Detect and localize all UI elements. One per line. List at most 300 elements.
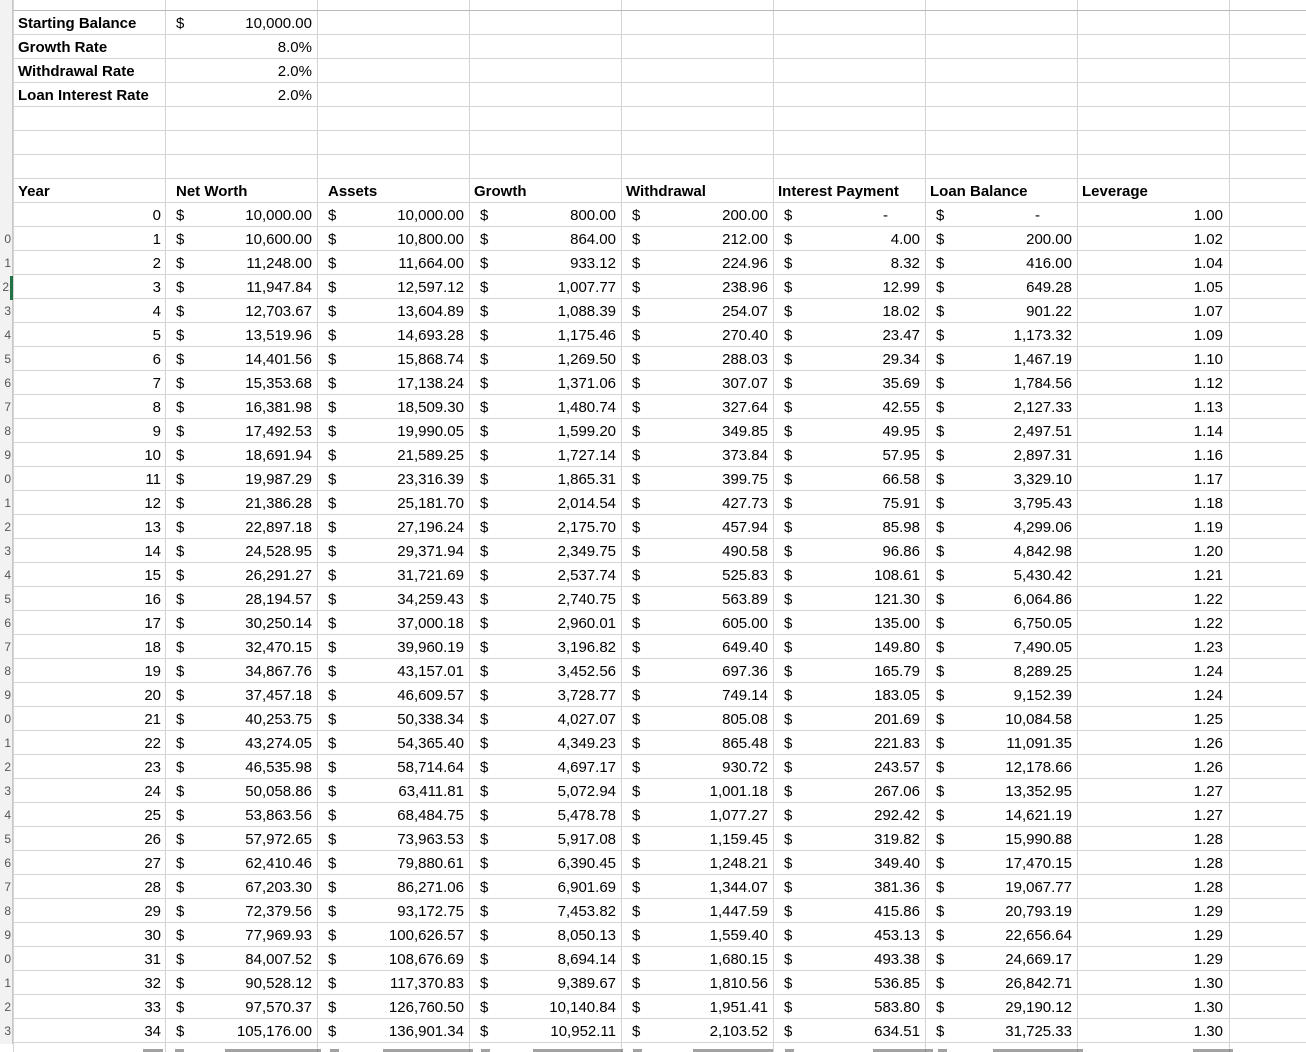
loan-balance-cell[interactable]: 11,091.35 (1006, 735, 1072, 752)
row-header[interactable] (0, 348, 13, 372)
net-worth-cell[interactable]: 19,987.29 (245, 471, 312, 488)
row-header[interactable] (0, 444, 13, 468)
year-cell[interactable]: 27 (144, 855, 161, 872)
assets-cell[interactable]: 136,901.34 (388, 1023, 464, 1040)
row-header[interactable] (0, 636, 13, 660)
withdrawal-cell[interactable]: 649.40 (722, 639, 768, 656)
loan-balance-cell[interactable]: 901.22 (1026, 303, 1072, 320)
withdrawal-cell[interactable]: 200.00 (722, 207, 768, 224)
year-cell[interactable]: 8 (152, 399, 161, 416)
row-header[interactable] (0, 876, 13, 900)
row-header[interactable] (0, 708, 13, 732)
leverage-cell[interactable]: 1.29 (1193, 927, 1223, 944)
interest-payment-cell[interactable]: 583.80 (874, 999, 920, 1016)
growth-cell[interactable]: 2,175.70 (557, 519, 616, 536)
withdrawal-cell[interactable]: 525.83 (722, 567, 768, 584)
withdrawal-cell[interactable]: 749.14 (722, 687, 768, 704)
withdrawal-cell[interactable]: 457.94 (722, 519, 768, 536)
growth-cell[interactable]: 8,050.13 (557, 927, 616, 944)
loan-balance-cell[interactable]: 14,621.19 (1005, 807, 1072, 824)
assets-cell[interactable]: 27,196.24 (397, 519, 464, 536)
header-loan-balance[interactable]: Loan Balance (930, 183, 1028, 200)
loan-balance-cell[interactable]: 4,842.98 (1013, 543, 1072, 560)
loan-balance-cell[interactable]: - (1035, 207, 1040, 224)
assets-cell[interactable]: 43,157.01 (397, 663, 464, 680)
growth-cell[interactable]: 4,697.17 (557, 759, 616, 776)
year-cell[interactable]: 30 (144, 927, 161, 944)
row-header[interactable] (0, 804, 13, 828)
loan-balance-cell[interactable]: 22,656.64 (1005, 927, 1072, 944)
growth-cell[interactable]: 1,007.77 (557, 279, 616, 296)
net-worth-cell[interactable]: 53,863.56 (245, 807, 312, 824)
assets-cell[interactable]: 93,172.75 (397, 903, 464, 920)
growth-cell[interactable]: 2,014.54 (557, 495, 616, 512)
year-cell[interactable]: 15 (144, 567, 161, 584)
withdrawal-cell[interactable]: 288.03 (722, 351, 768, 368)
interest-payment-cell[interactable]: 292.42 (874, 807, 920, 824)
interest-payment-cell[interactable]: 85.98 (882, 519, 920, 536)
interest-payment-cell[interactable]: 165.79 (874, 663, 920, 680)
loan-balance-cell[interactable]: 12,178.66 (1005, 759, 1072, 776)
interest-payment-cell[interactable]: 57.95 (882, 447, 920, 464)
assets-cell[interactable]: 21,589.25 (397, 447, 464, 464)
net-worth-cell[interactable]: 24,528.95 (245, 543, 312, 560)
year-cell[interactable]: 5 (152, 327, 161, 344)
year-cell[interactable]: 32 (144, 975, 161, 992)
param-label[interactable]: Growth Rate (18, 39, 108, 56)
header-assets[interactable]: Assets (328, 183, 378, 200)
growth-cell[interactable]: 2,349.75 (557, 543, 616, 560)
year-cell[interactable]: 18 (144, 639, 161, 656)
interest-payment-cell[interactable]: 453.13 (874, 927, 920, 944)
year-cell[interactable]: 31 (144, 951, 161, 968)
net-worth-cell[interactable]: 77,969.93 (245, 927, 312, 944)
interest-payment-cell[interactable]: 29.34 (882, 351, 920, 368)
assets-cell[interactable]: 29,371.94 (397, 543, 464, 560)
loan-balance-cell[interactable]: 2,497.51 (1013, 423, 1072, 440)
assets-cell[interactable]: 68,484.75 (397, 807, 464, 824)
loan-balance-cell[interactable]: 1,173.32 (1013, 327, 1072, 344)
growth-cell[interactable]: 1,480.74 (557, 399, 616, 416)
loan-balance-cell[interactable]: 9,152.39 (1013, 687, 1072, 704)
withdrawal-cell[interactable]: 697.36 (722, 663, 768, 680)
year-cell[interactable]: 12 (144, 495, 161, 512)
row-header[interactable] (0, 972, 13, 996)
loan-balance-cell[interactable]: 2,127.33 (1013, 399, 1072, 416)
interest-payment-cell[interactable]: 75.91 (882, 495, 920, 512)
year-cell[interactable]: 25 (144, 807, 161, 824)
interest-payment-cell[interactable]: 349.40 (874, 855, 920, 872)
loan-balance-cell[interactable]: 3,795.43 (1013, 495, 1072, 512)
growth-cell[interactable]: 7,453.82 (557, 903, 616, 920)
year-cell[interactable]: 24 (144, 783, 161, 800)
leverage-cell[interactable]: 1.17 (1193, 471, 1223, 488)
leverage-cell[interactable]: 1.26 (1193, 759, 1223, 776)
year-cell[interactable]: 3 (152, 279, 161, 296)
withdrawal-cell[interactable]: 307.07 (722, 375, 768, 392)
net-worth-cell[interactable]: 62,410.46 (245, 855, 312, 872)
withdrawal-cell[interactable]: 254.07 (722, 303, 768, 320)
growth-cell[interactable]: 2,740.75 (557, 591, 616, 608)
year-cell[interactable]: 34 (144, 1023, 161, 1040)
row-header[interactable] (0, 252, 13, 276)
withdrawal-cell[interactable]: 1,077.27 (709, 807, 768, 824)
loan-balance-cell[interactable]: 15,990.88 (1005, 831, 1072, 848)
net-worth-cell[interactable]: 72,379.56 (245, 903, 312, 920)
net-worth-cell[interactable]: 46,535.98 (245, 759, 312, 776)
withdrawal-cell[interactable]: 1,248.21 (709, 855, 768, 872)
leverage-cell[interactable]: 1.22 (1193, 615, 1223, 632)
loan-balance-cell[interactable]: 5,430.42 (1013, 567, 1072, 584)
withdrawal-cell[interactable]: 490.58 (722, 543, 768, 560)
param-label[interactable]: Withdrawal Rate (18, 63, 135, 80)
leverage-cell[interactable]: 1.16 (1193, 447, 1223, 464)
withdrawal-cell[interactable]: 238.96 (722, 279, 768, 296)
withdrawal-cell[interactable]: 1,159.45 (709, 831, 768, 848)
row-header[interactable] (0, 780, 13, 804)
param-value[interactable]: 8.0% (277, 39, 312, 56)
net-worth-cell[interactable]: 11,248.00 (246, 255, 312, 272)
growth-cell[interactable]: 3,728.77 (557, 687, 616, 704)
year-cell[interactable]: 11 (145, 471, 161, 488)
assets-cell[interactable]: 17,138.24 (397, 375, 464, 392)
header-growth[interactable]: Growth (474, 183, 527, 200)
loan-balance-cell[interactable]: 8,289.25 (1013, 663, 1072, 680)
row-header[interactable] (0, 900, 13, 924)
loan-balance-cell[interactable]: 26,842.71 (1005, 975, 1072, 992)
growth-cell[interactable]: 10,952.11 (550, 1023, 616, 1040)
loan-balance-cell[interactable]: 1,467.19 (1013, 351, 1072, 368)
net-worth-cell[interactable]: 50,058.86 (245, 783, 312, 800)
param-value[interactable]: 2.0% (277, 63, 312, 80)
row-header[interactable] (0, 276, 13, 300)
row-header[interactable] (0, 756, 13, 780)
header-year[interactable]: Year (18, 183, 50, 200)
assets-cell[interactable]: 10,000.00 (397, 207, 464, 224)
year-cell[interactable]: 28 (144, 879, 161, 896)
growth-cell[interactable]: 2,537.74 (557, 567, 616, 584)
withdrawal-cell[interactable]: 1,344.07 (709, 879, 768, 896)
row-header[interactable] (0, 300, 13, 324)
growth-cell[interactable]: 5,072.94 (557, 783, 616, 800)
net-worth-cell[interactable]: 57,972.65 (245, 831, 312, 848)
leverage-cell[interactable]: 1.20 (1193, 543, 1223, 560)
interest-payment-cell[interactable]: 4.00 (890, 231, 920, 248)
net-worth-cell[interactable]: 90,528.12 (245, 975, 312, 992)
growth-cell[interactable]: 864.00 (570, 231, 616, 248)
loan-balance-cell[interactable]: 10,084.58 (1005, 711, 1072, 728)
assets-cell[interactable]: 12,597.12 (397, 279, 464, 296)
leverage-cell[interactable]: 1.18 (1193, 495, 1223, 512)
assets-cell[interactable]: 54,365.40 (397, 735, 464, 752)
year-cell[interactable]: 20 (144, 687, 161, 704)
row-header[interactable] (0, 516, 13, 540)
growth-cell[interactable]: 1,599.20 (557, 423, 616, 440)
interest-payment-cell[interactable]: 108.61 (874, 567, 920, 584)
withdrawal-cell[interactable]: 212.00 (722, 231, 768, 248)
param-label[interactable]: Starting Balance (18, 15, 137, 32)
growth-cell[interactable]: 1,371.06 (557, 375, 616, 392)
assets-cell[interactable]: 79,880.61 (397, 855, 464, 872)
interest-payment-cell[interactable]: 121.30 (874, 591, 920, 608)
interest-payment-cell[interactable]: 149.80 (874, 639, 920, 656)
growth-cell[interactable]: 800.00 (570, 207, 616, 224)
assets-cell[interactable]: 18,509.30 (397, 399, 464, 416)
withdrawal-cell[interactable]: 563.89 (722, 591, 768, 608)
param-value[interactable]: 2.0% (277, 87, 312, 104)
loan-balance-cell[interactable]: 17,470.15 (1005, 855, 1072, 872)
leverage-cell[interactable]: 1.30 (1193, 975, 1223, 992)
year-cell[interactable]: 14 (144, 543, 161, 560)
year-cell[interactable]: 2 (152, 255, 161, 272)
row-header[interactable] (0, 588, 13, 612)
withdrawal-cell[interactable]: 270.40 (722, 327, 768, 344)
year-cell[interactable]: 6 (152, 351, 161, 368)
year-cell[interactable]: 19 (144, 663, 161, 680)
net-worth-cell[interactable]: 28,194.57 (245, 591, 312, 608)
interest-payment-cell[interactable]: 243.57 (874, 759, 920, 776)
net-worth-cell[interactable]: 67,203.30 (245, 879, 312, 896)
net-worth-cell[interactable]: 14,401.56 (245, 351, 312, 368)
leverage-cell[interactable]: 1.22 (1193, 591, 1223, 608)
leverage-cell[interactable]: 1.05 (1193, 279, 1223, 296)
leverage-cell[interactable]: 1.09 (1193, 327, 1223, 344)
withdrawal-cell[interactable]: 399.75 (722, 471, 768, 488)
growth-cell[interactable]: 5,478.78 (557, 807, 616, 824)
assets-cell[interactable]: 15,868.74 (397, 351, 464, 368)
net-worth-cell[interactable]: 10,000.00 (245, 207, 312, 224)
net-worth-cell[interactable]: 15,353.68 (245, 375, 312, 392)
withdrawal-cell[interactable]: 930.72 (722, 759, 768, 776)
interest-payment-cell[interactable]: 18.02 (882, 303, 920, 320)
leverage-cell[interactable]: 1.24 (1193, 663, 1223, 680)
growth-cell[interactable]: 933.12 (570, 255, 616, 272)
assets-cell[interactable]: 126,760.50 (388, 999, 464, 1016)
assets-cell[interactable]: 25,181.70 (397, 495, 464, 512)
assets-cell[interactable]: 37,000.18 (397, 615, 464, 632)
withdrawal-cell[interactable]: 805.08 (722, 711, 768, 728)
leverage-cell[interactable]: 1.30 (1193, 1023, 1223, 1040)
growth-cell[interactable]: 1,727.14 (557, 447, 616, 464)
year-cell[interactable]: 10 (144, 447, 161, 464)
net-worth-cell[interactable]: 11,947.84 (246, 279, 312, 296)
interest-payment-cell[interactable]: 267.06 (874, 783, 920, 800)
net-worth-cell[interactable]: 84,007.52 (245, 951, 312, 968)
withdrawal-cell[interactable]: 865.48 (722, 735, 768, 752)
net-worth-cell[interactable]: 37,457.18 (245, 687, 312, 704)
loan-balance-cell[interactable]: 3,329.10 (1013, 471, 1072, 488)
growth-cell[interactable]: 10,140.84 (549, 999, 616, 1016)
row-header[interactable] (0, 612, 13, 636)
row-header[interactable] (0, 540, 13, 564)
growth-cell[interactable]: 1,175.46 (557, 327, 616, 344)
assets-cell[interactable]: 50,338.34 (397, 711, 464, 728)
year-cell[interactable]: 7 (152, 375, 161, 392)
loan-balance-cell[interactable]: 4,299.06 (1013, 519, 1072, 536)
row-header[interactable] (0, 948, 13, 972)
loan-balance-cell[interactable]: 1,784.56 (1013, 375, 1072, 392)
leverage-cell[interactable]: 1.28 (1193, 855, 1223, 872)
leverage-cell[interactable]: 1.19 (1193, 519, 1223, 536)
leverage-cell[interactable]: 1.14 (1193, 423, 1223, 440)
interest-payment-cell[interactable]: 23.47 (882, 327, 920, 344)
net-worth-cell[interactable]: 17,492.53 (245, 423, 312, 440)
interest-payment-cell[interactable]: 634.51 (874, 1023, 920, 1040)
row-header[interactable] (0, 492, 13, 516)
net-worth-cell[interactable]: 10,600.00 (245, 231, 312, 248)
withdrawal-cell[interactable]: 1,810.56 (709, 975, 768, 992)
assets-cell[interactable]: 46,609.57 (397, 687, 464, 704)
interest-payment-cell[interactable]: 493.38 (874, 951, 920, 968)
year-cell[interactable]: 33 (144, 999, 161, 1016)
withdrawal-cell[interactable]: 1,951.41 (709, 999, 768, 1016)
growth-cell[interactable]: 5,917.08 (557, 831, 616, 848)
row-header[interactable] (0, 468, 13, 492)
growth-cell[interactable]: 3,452.56 (557, 663, 616, 680)
loan-balance-cell[interactable]: 19,067.77 (1005, 879, 1072, 896)
leverage-cell[interactable]: 1.29 (1193, 951, 1223, 968)
growth-cell[interactable]: 3,196.82 (557, 639, 616, 656)
interest-payment-cell[interactable]: 536.85 (874, 975, 920, 992)
loan-balance-cell[interactable]: 13,352.95 (1005, 783, 1072, 800)
leverage-cell[interactable]: 1.12 (1193, 375, 1223, 392)
row-header[interactable] (0, 732, 13, 756)
withdrawal-cell[interactable]: 1,001.18 (709, 783, 768, 800)
assets-cell[interactable]: 108,676.69 (388, 951, 464, 968)
net-worth-cell[interactable]: 105,176.00 (236, 1023, 312, 1040)
year-cell[interactable]: 26 (144, 831, 161, 848)
withdrawal-cell[interactable]: 427.73 (722, 495, 768, 512)
growth-cell[interactable]: 6,390.45 (557, 855, 616, 872)
assets-cell[interactable]: 73,963.53 (397, 831, 464, 848)
interest-payment-cell[interactable]: 135.00 (874, 615, 920, 632)
loan-balance-cell[interactable]: 24,669.17 (1005, 951, 1072, 968)
withdrawal-cell[interactable]: 373.84 (722, 447, 768, 464)
net-worth-cell[interactable]: 13,519.96 (245, 327, 312, 344)
loan-balance-cell[interactable]: 200.00 (1026, 231, 1072, 248)
growth-cell[interactable]: 4,349.23 (557, 735, 616, 752)
leverage-cell[interactable]: 1.02 (1193, 231, 1223, 248)
leverage-cell[interactable]: 1.26 (1193, 735, 1223, 752)
leverage-cell[interactable]: 1.27 (1193, 783, 1223, 800)
growth-cell[interactable]: 1,088.39 (557, 303, 616, 320)
year-cell[interactable]: 22 (144, 735, 161, 752)
year-cell[interactable]: 1 (152, 231, 161, 248)
loan-balance-cell[interactable]: 2,897.31 (1013, 447, 1072, 464)
loan-balance-cell[interactable]: 29,190.12 (1005, 999, 1072, 1016)
assets-cell[interactable]: 31,721.69 (397, 567, 464, 584)
interest-payment-cell[interactable]: 49.95 (882, 423, 920, 440)
assets-cell[interactable]: 10,800.00 (397, 231, 464, 248)
leverage-cell[interactable]: 1.28 (1193, 831, 1223, 848)
interest-payment-cell[interactable]: 183.05 (874, 687, 920, 704)
row-header[interactable] (0, 1020, 13, 1044)
year-cell[interactable]: 16 (144, 591, 161, 608)
row-header[interactable] (0, 420, 13, 444)
net-worth-cell[interactable]: 30,250.14 (245, 615, 312, 632)
interest-payment-cell[interactable]: 42.55 (882, 399, 920, 416)
loan-balance-cell[interactable]: 416.00 (1026, 255, 1072, 272)
withdrawal-cell[interactable]: 327.64 (722, 399, 768, 416)
net-worth-cell[interactable]: 12,703.67 (245, 303, 312, 320)
assets-cell[interactable]: 34,259.43 (397, 591, 464, 608)
growth-cell[interactable]: 2,960.01 (557, 615, 616, 632)
net-worth-cell[interactable]: 34,867.76 (245, 663, 312, 680)
header-leverage[interactable]: Leverage (1082, 183, 1148, 200)
header-interest-payment[interactable]: Interest Payment (778, 183, 899, 200)
net-worth-cell[interactable]: 32,470.15 (245, 639, 312, 656)
assets-cell[interactable]: 19,990.05 (397, 423, 464, 440)
growth-cell[interactable]: 1,269.50 (557, 351, 616, 368)
loan-balance-cell[interactable]: 6,750.05 (1013, 615, 1072, 632)
withdrawal-cell[interactable]: 349.85 (722, 423, 768, 440)
header-withdrawal[interactable]: Withdrawal (626, 183, 706, 200)
loan-balance-cell[interactable]: 20,793.19 (1005, 903, 1072, 920)
row-header[interactable] (0, 996, 13, 1020)
interest-payment-cell[interactable]: 12.99 (882, 279, 920, 296)
assets-cell[interactable]: 100,626.57 (388, 927, 464, 944)
leverage-cell[interactable]: 1.29 (1193, 903, 1223, 920)
row-header[interactable] (0, 828, 13, 852)
interest-payment-cell[interactable]: - (883, 207, 888, 224)
assets-cell[interactable]: 39,960.19 (397, 639, 464, 656)
assets-cell[interactable]: 86,271.06 (397, 879, 464, 896)
leverage-cell[interactable]: 1.28 (1193, 879, 1223, 896)
header-net-worth[interactable]: Net Worth (176, 183, 248, 200)
param-value[interactable]: 10,000.00 (245, 15, 312, 32)
net-worth-cell[interactable]: 40,253.75 (245, 711, 312, 728)
leverage-cell[interactable]: 1.30 (1193, 999, 1223, 1016)
assets-cell[interactable]: 13,604.89 (397, 303, 464, 320)
leverage-cell[interactable]: 1.13 (1193, 399, 1223, 416)
withdrawal-cell[interactable]: 2,103.52 (709, 1023, 768, 1040)
year-cell[interactable]: 21 (144, 711, 161, 728)
year-cell[interactable]: 4 (152, 303, 161, 320)
loan-balance-cell[interactable]: 6,064.86 (1013, 591, 1072, 608)
interest-payment-cell[interactable]: 319.82 (874, 831, 920, 848)
row-header[interactable] (0, 372, 13, 396)
year-cell[interactable]: 23 (144, 759, 161, 776)
net-worth-cell[interactable]: 18,691.94 (245, 447, 312, 464)
row-header[interactable] (0, 396, 13, 420)
withdrawal-cell[interactable]: 1,559.40 (709, 927, 768, 944)
assets-cell[interactable]: 11,664.00 (398, 255, 464, 272)
interest-payment-cell[interactable]: 201.69 (874, 711, 920, 728)
interest-payment-cell[interactable]: 8.32 (890, 255, 920, 272)
withdrawal-cell[interactable]: 1,447.59 (709, 903, 768, 920)
loan-balance-cell[interactable]: 649.28 (1026, 279, 1072, 296)
loan-balance-cell[interactable]: 7,490.05 (1013, 639, 1072, 656)
withdrawal-cell[interactable]: 1,680.15 (709, 951, 768, 968)
interest-payment-cell[interactable]: 221.83 (874, 735, 920, 752)
net-worth-cell[interactable]: 97,570.37 (245, 999, 312, 1016)
row-header[interactable] (0, 660, 13, 684)
growth-cell[interactable]: 6,901.69 (557, 879, 616, 896)
growth-cell[interactable]: 4,027.07 (557, 711, 616, 728)
row-header[interactable] (0, 924, 13, 948)
net-worth-cell[interactable]: 26,291.27 (245, 567, 312, 584)
leverage-cell[interactable]: 1.07 (1193, 303, 1223, 320)
leverage-cell[interactable]: 1.23 (1193, 639, 1223, 656)
year-cell[interactable]: 13 (144, 519, 161, 536)
year-cell[interactable]: 9 (152, 423, 161, 440)
assets-cell[interactable]: 117,370.83 (390, 975, 464, 992)
year-cell[interactable]: 29 (144, 903, 161, 920)
interest-payment-cell[interactable]: 381.36 (874, 879, 920, 896)
row-header[interactable] (0, 228, 13, 252)
row-header[interactable] (0, 684, 13, 708)
interest-payment-cell[interactable]: 66.58 (882, 471, 920, 488)
